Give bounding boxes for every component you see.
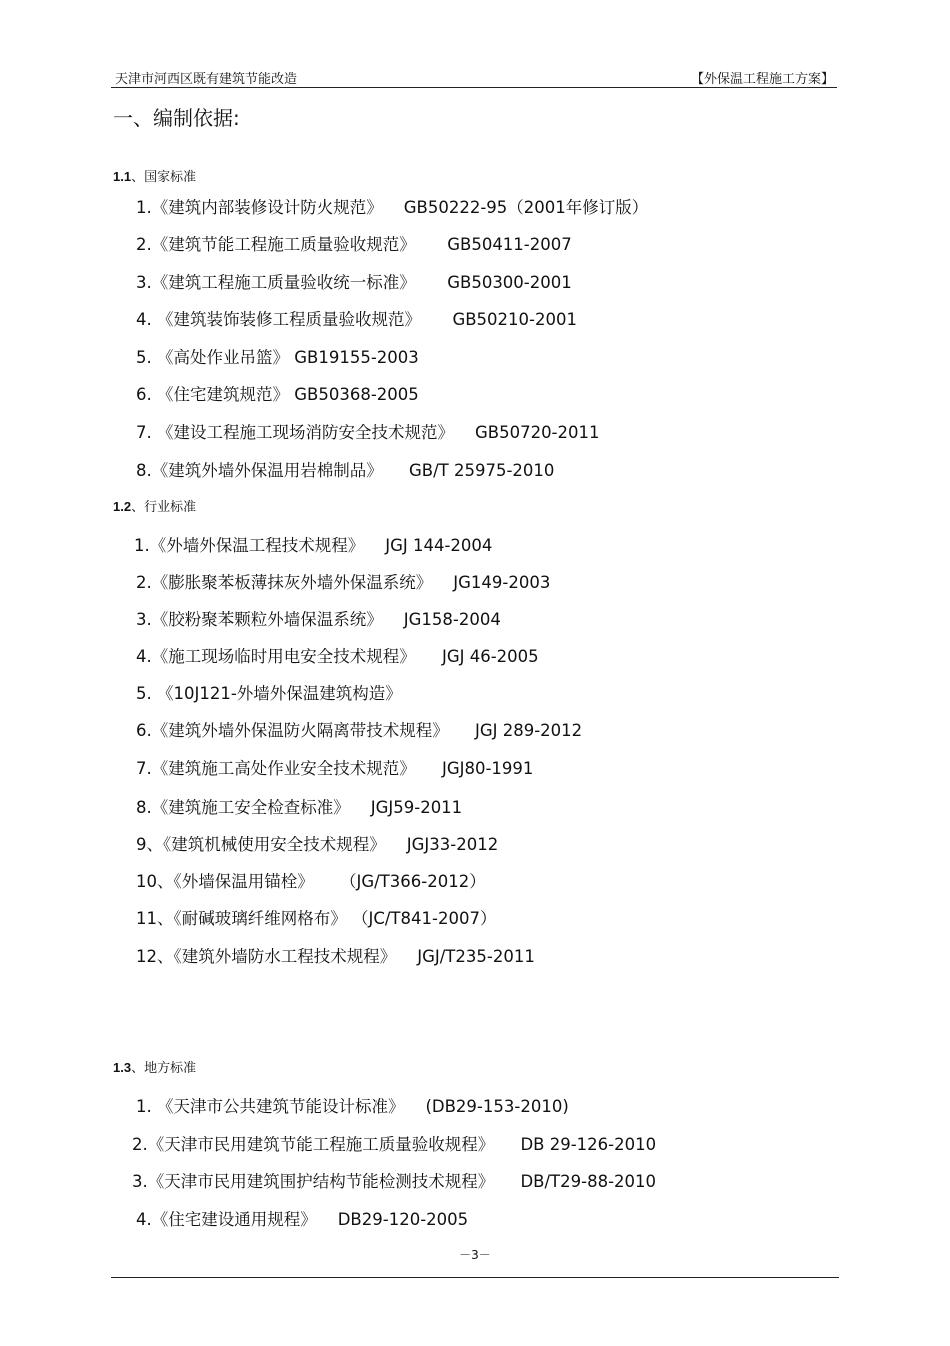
section-label: 、地方标准 bbox=[131, 1061, 197, 1076]
list-item: 3.《胶粉聚苯颗粒外墙保温系统》 JG158-2004 bbox=[136, 610, 501, 629]
list-item: 1. 《天津市公共建筑节能设计标准》 (DB29-153-2010) bbox=[136, 1097, 569, 1116]
list-item: 6. 《住宅建筑规范》 GB50368-2005 bbox=[136, 385, 419, 404]
list-item: 12、《建筑外墙防水工程技术规程》 JGJ/T235-2011 bbox=[136, 947, 535, 966]
section-number: 1.3 bbox=[113, 1060, 132, 1075]
page-title: 一、编制依据: bbox=[113, 106, 240, 130]
list-item: 9、《建筑机械使用安全技术规程》 JGJ33-2012 bbox=[136, 835, 499, 854]
list-item: 11、《耐碱玻璃纤维网格布》 （JC/T841-2007） bbox=[136, 909, 497, 928]
section-heading-industry bbox=[113, 496, 196, 515]
list-item: 4.《施工现场临时用电安全技术规程》 JGJ 46-2005 bbox=[136, 647, 539, 666]
section-heading-local bbox=[113, 1057, 196, 1076]
list-item: 5. 《高处作业吊篮》 GB19155-2003 bbox=[136, 348, 419, 367]
footer-rule bbox=[111, 1277, 839, 1278]
list-item: 4.《住宅建设通用规程》 DB29-120-2005 bbox=[136, 1210, 469, 1229]
section-number: 1.1 bbox=[113, 169, 132, 184]
list-item: 1.《建筑内部装修设计防火规范》 GB50222-95（2001年修订版） bbox=[136, 198, 649, 217]
list-item: 7. 《建设工程施工现场消防安全技术规范》 GB50720-2011 bbox=[136, 423, 600, 442]
section-label: 、行业标准 bbox=[131, 500, 197, 515]
header-right-title: 【外保温工程施工方案】 bbox=[690, 72, 834, 87]
list-item: 8.《建筑施工安全检查标准》 JGJ59-2011 bbox=[136, 798, 463, 817]
list-item: 10、《外墙保温用锚栓》 （JG/T366-2012） bbox=[136, 872, 486, 891]
list-item: 8.《建筑外墙外保温用岩棉制品》 GB/T 25975-2010 bbox=[136, 461, 555, 480]
section-heading-national bbox=[113, 166, 196, 185]
list-item: 5. 《10J121-外墙外保温建筑构造》 bbox=[136, 684, 402, 703]
list-item: 1.《外墙外保温工程技术规程》 JGJ 144-2004 bbox=[134, 536, 493, 555]
list-item: 3.《天津市民用建筑围护结构节能检测技术规程》 DB/T29-88-2010 bbox=[132, 1172, 657, 1191]
list-item: 4. 《建筑装饰装修工程质量验收规范》 GB50210-2001 bbox=[136, 310, 577, 329]
list-item: 2.《膨胀聚苯板薄抹灰外墙外保温系统》 JG149-2003 bbox=[136, 573, 551, 592]
section-number: 1.2 bbox=[113, 499, 132, 514]
list-item: 3.《建筑工程施工质量验收统一标准》 GB50300-2001 bbox=[136, 273, 572, 292]
list-item: 7.《建筑施工高处作业安全技术规范》 JGJ80-1991 bbox=[136, 759, 534, 778]
list-item: 2.《天津市民用建筑节能工程施工质量验收规程》 DB 29-126-2010 bbox=[132, 1135, 657, 1154]
header-left-title: 天津市河西区既有建筑节能改造 bbox=[115, 72, 298, 87]
section-label: 、国家标准 bbox=[131, 170, 197, 185]
list-item: 2.《建筑节能工程施工质量验收规范》 GB50411-2007 bbox=[136, 235, 572, 254]
page-number: －3－ bbox=[459, 1248, 491, 1262]
header-rule bbox=[111, 87, 837, 88]
list-item: 6.《建筑外墙外保温防火隔离带技术规程》 JGJ 289-2012 bbox=[136, 721, 583, 740]
